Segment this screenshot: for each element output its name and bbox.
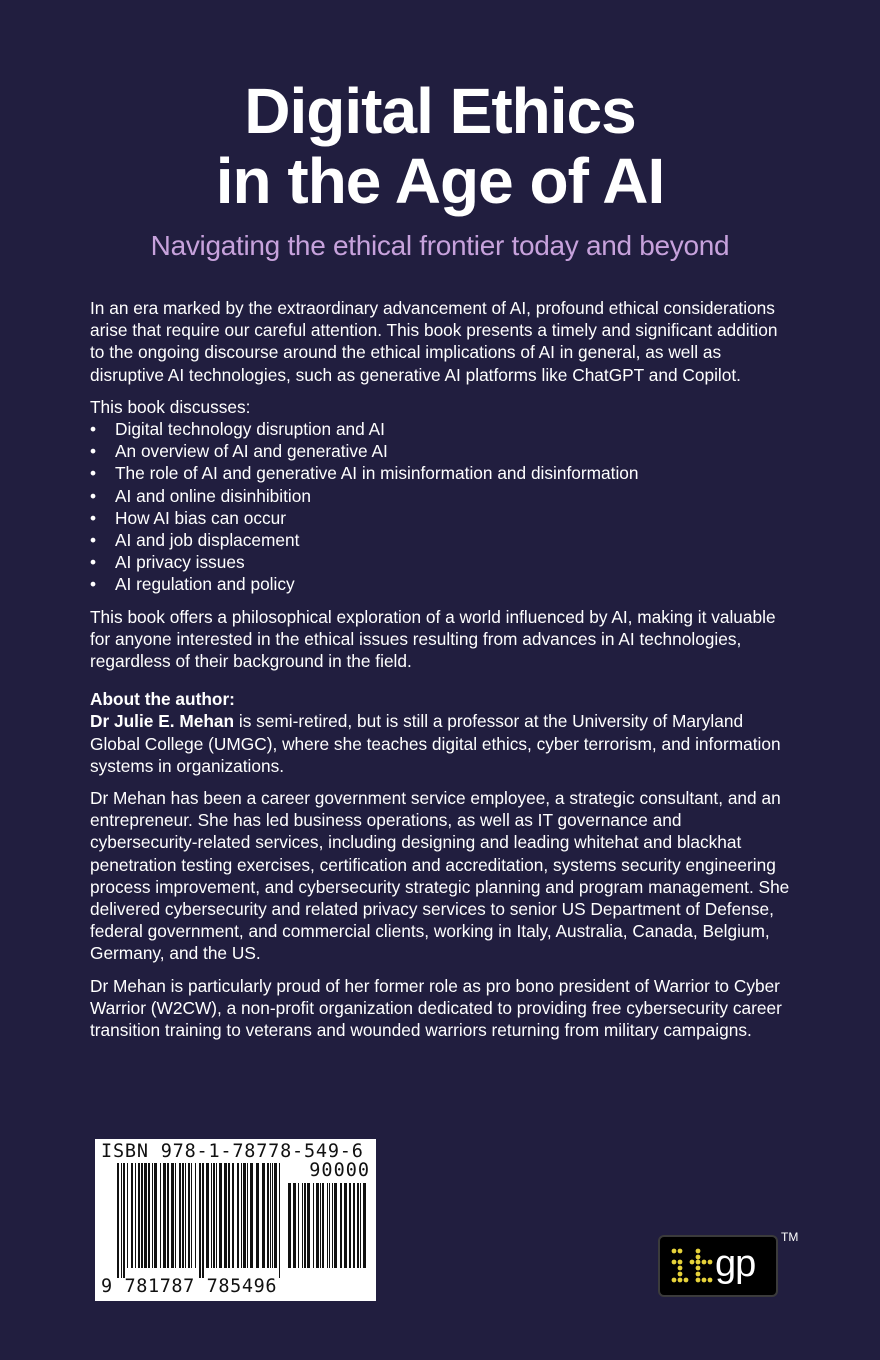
barcode-bar — [144, 1163, 147, 1268]
barcode-bar — [191, 1163, 192, 1268]
barcode-bar — [182, 1163, 184, 1268]
bullet-icon: • — [90, 507, 97, 528]
barcode-bar — [320, 1183, 321, 1268]
barcode-bar — [316, 1183, 319, 1268]
discusses-label: This book discusses: — [90, 396, 251, 417]
barcode-bar — [302, 1183, 303, 1268]
bullet-icon: • — [90, 419, 97, 440]
barcode-bar — [349, 1183, 351, 1268]
barcode-bar — [353, 1183, 355, 1268]
topic-text: AI privacy issues — [115, 552, 245, 573]
barcode-bar — [262, 1163, 265, 1268]
barcode-bar — [237, 1163, 239, 1268]
ean-digits: 9 781787 785496 — [101, 1276, 278, 1297]
barcode-bar — [340, 1183, 342, 1268]
barcode-bar — [213, 1163, 215, 1268]
barcode-bar — [357, 1183, 359, 1268]
barcode-bar — [307, 1183, 310, 1268]
barcode-bar — [202, 1163, 204, 1278]
topic-text: An overview of AI and generative AI — [115, 441, 388, 462]
barcode-bar — [274, 1163, 277, 1268]
topic-item — [90, 462, 790, 484]
barcode-bar — [279, 1163, 280, 1278]
ean-bars — [117, 1163, 282, 1278]
barcode-bar — [232, 1163, 234, 1268]
bullet-icon: • — [90, 463, 97, 484]
barcode-bar — [188, 1163, 190, 1268]
barcode-bar — [138, 1163, 140, 1268]
barcode-bar — [313, 1183, 314, 1268]
barcode-bar — [127, 1163, 128, 1268]
barcode-bar — [270, 1163, 271, 1268]
book-title — [0, 76, 880, 216]
topic-item — [90, 440, 790, 462]
barcode-bar — [228, 1163, 230, 1268]
topic-text: AI and online disinhibition — [115, 485, 311, 506]
topic-item — [90, 418, 790, 440]
topic-text: AI and job displacement — [115, 530, 300, 551]
barcode-bar — [179, 1163, 181, 1268]
topic-text: How AI bias can occur — [115, 507, 286, 528]
barcode-bar — [267, 1163, 269, 1268]
bullet-icon: • — [90, 441, 97, 462]
barcode-bar — [175, 1163, 176, 1268]
topic-item — [90, 485, 790, 507]
author-name: Dr Julie E. Mehan — [90, 711, 235, 732]
barcode-bar — [272, 1163, 273, 1268]
barcode-bar — [329, 1183, 330, 1268]
barcode-bar — [363, 1183, 366, 1268]
barcode-bar — [322, 1183, 324, 1268]
barcode-bar — [131, 1163, 133, 1268]
barcode-bar — [224, 1163, 227, 1268]
trademark-symbol: TM — [781, 1230, 799, 1244]
bullet-icon: • — [90, 530, 97, 551]
title-line-1: Digital Ethics — [244, 75, 636, 147]
topic-text: AI regulation and policy — [115, 574, 295, 595]
barcode-bar — [247, 1163, 248, 1268]
author-bio-2: Dr Mehan has been a career government service employee, a strategic consultant, and an entrepreneur. She has led business operations, as well as IT governance and cybersecurity-related services, including designing and leading whitehat and blackhat penetration testing exercises, certification and accreditation, systems security engineering process improvement, and cybersecurity strategic planning and program management. She delivered cybersecurity and related privacy services to senior US Department of Defense, federal government, and commercial clients, working in Italy, Australia, Canada, Belgium, Germany, and the US. — [90, 788, 790, 964]
barcode-bar — [250, 1163, 253, 1268]
book-subtitle: Navigating the ethical frontier today and beyond — [150, 230, 730, 261]
bullet-icon: • — [90, 552, 97, 573]
topic-text: Digital technology disruption and AI — [115, 419, 385, 440]
barcode-bar — [293, 1183, 296, 1268]
barcode-bar — [206, 1163, 209, 1268]
barcode-bar — [148, 1163, 150, 1268]
author-bio-3: Dr Mehan is particularly proud of her former role as pro bono president of Warrior to Cyber Warrior (W2CW), a non-profit organization dedicated to providing free cybersecurity career transition training to veterans and wounded warriors returning from military campaigns. — [90, 975, 782, 1041]
barcode-bar — [141, 1163, 143, 1268]
itgp-logo — [658, 1235, 778, 1297]
barcode-bar — [171, 1163, 174, 1268]
barcode-bar — [344, 1183, 347, 1268]
it-dot-matrix-icon — [664, 1237, 719, 1295]
barcode-bar — [123, 1163, 125, 1278]
price-code: 90000 — [309, 1160, 370, 1181]
barcode-bar — [360, 1183, 361, 1268]
back-cover-text — [90, 297, 790, 1051]
about-author-heading: About the author: — [90, 689, 235, 710]
barcode-bar — [185, 1163, 186, 1268]
barcode-bar — [135, 1163, 136, 1268]
isbn-barcode — [95, 1139, 376, 1301]
barcode-bar — [256, 1163, 259, 1268]
barcode-bar — [334, 1183, 337, 1268]
isbn-label: ISBN 978-1-78778-549-6 — [101, 1141, 364, 1162]
topic-item — [90, 573, 790, 595]
barcode-bar — [121, 1163, 122, 1278]
barcode-bar — [332, 1183, 333, 1268]
author-bio-1-text: is semi-retired, but is still a professor at the University of Maryland Global College (UMGC), where she teaches digital ethics, cyber terrorism, and information systems in organizations. — [90, 711, 781, 776]
barcode-bar — [160, 1163, 161, 1268]
barcode-bar — [195, 1163, 196, 1268]
topic-text: The role of AI and generative AI in misinformation and disinformation — [115, 463, 639, 484]
barcode-bar — [327, 1183, 328, 1268]
barcode-bar — [152, 1163, 153, 1268]
barcode-bar — [211, 1163, 212, 1268]
barcode-bar — [163, 1163, 166, 1268]
topic-item — [90, 551, 790, 573]
title-line-2: in the Age of AI — [215, 145, 665, 217]
bullet-icon: • — [90, 574, 97, 595]
barcode-bar — [167, 1163, 169, 1268]
barcode-bar — [241, 1163, 242, 1268]
intro-paragraph: In an era marked by the extraordinary advancement of AI, profound ethical considerations arise that require our careful attention. This book presents a timely and significant addition to the ongoing discourse around the ethical implications of AI in general, as well as disruptive AI technologies, such as generative AI platforms like ChatGPT and Copilot. — [90, 298, 778, 385]
barcode-bar — [298, 1183, 299, 1268]
addon-bars — [288, 1183, 368, 1278]
barcode-bar — [199, 1163, 201, 1278]
logo-gp-text: gp — [715, 1243, 756, 1285]
summary-paragraph: This book offers a philosophical exploration of a world influenced by AI, making it valuable for anyone interested in the ethical issues resulting from advances in AI technologies, regardless of their background in the field. — [90, 606, 776, 672]
barcode-bar — [304, 1183, 306, 1268]
barcode-bar — [288, 1183, 291, 1268]
bullet-icon: • — [90, 485, 97, 506]
barcode-bar — [219, 1163, 222, 1268]
topic-list — [90, 418, 790, 596]
barcode-bar — [243, 1163, 246, 1268]
barcode-bar — [154, 1163, 157, 1268]
topic-item — [90, 529, 790, 551]
barcode-bar — [117, 1163, 119, 1278]
barcode-bar — [216, 1163, 217, 1268]
author-bio-1 — [90, 710, 790, 777]
topic-item — [90, 507, 790, 529]
